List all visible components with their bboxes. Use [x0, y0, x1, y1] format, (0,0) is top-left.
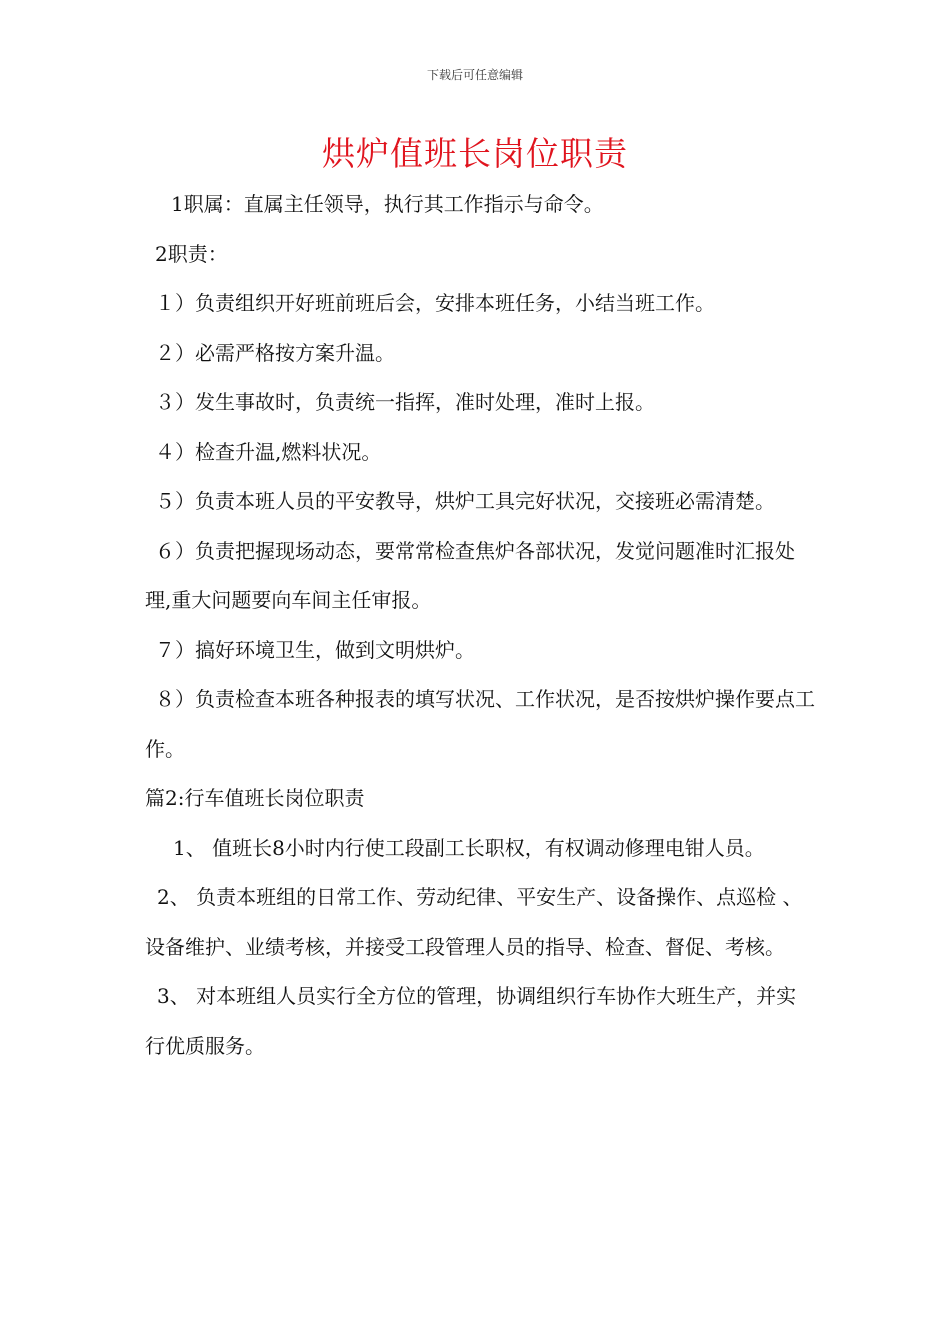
duty-item-8: ８）负责检查本班各种报表的填写状况、工作状况，是否按烘炉操作要点工作。 [145, 687, 815, 761]
document-body [145, 180, 815, 1071]
duties-heading: 2职责： [155, 241, 228, 266]
duty-item-2: ２）必需严格按方案升温。 [155, 340, 395, 365]
document-title: 烘炉值班长岗位职责 [322, 134, 628, 173]
header-note: 下载后可任意编辑 [426, 68, 523, 82]
duty-item-1: １）负责组织开好班前班后会，安排本班任务，小结当班工作。 [155, 291, 715, 315]
duty-item-4: ４）检查升温,燃料状况。 [155, 439, 382, 464]
section2-item-3: 3、 对本班组人员实行全方位的管理，协调组织行车协作大班生产，并实行优质服务。 [145, 984, 797, 1058]
section2-item-2: 2、 负责本班组的日常工作、劳动纪律、平安生产、设备操作、点巡检 、设备维护、业绩考核，并接受工段管理人员的指导、检查、督促、考核。 [145, 885, 803, 959]
duty-item-6: ６）负责把握现场动态，要常常检查焦炉各部状况，发觉问题准时汇报处理,重大问题要向车间主任审报。 [145, 538, 795, 612]
section2-item-1: 1、 值班长8小时内行使工段副工长职权，有权调动修理电钳人员。 [173, 835, 765, 860]
duty-item-5: ５）负责本班人员的平安教导，烘炉工具完好状况，交接班必需清楚。 [155, 489, 775, 513]
section2-heading: 篇2:行车值班长岗位职责 [145, 786, 365, 810]
duty-item-7: ７）搞好环境卫生，做到文明烘炉。 [155, 637, 475, 662]
duty-item-3: ３）发生事故时，负责统一指挥，准时处理，准时上报。 [155, 390, 655, 414]
affiliation-line: 1职属：直属主任领导，执行其工作指示与命令。 [171, 192, 604, 216]
